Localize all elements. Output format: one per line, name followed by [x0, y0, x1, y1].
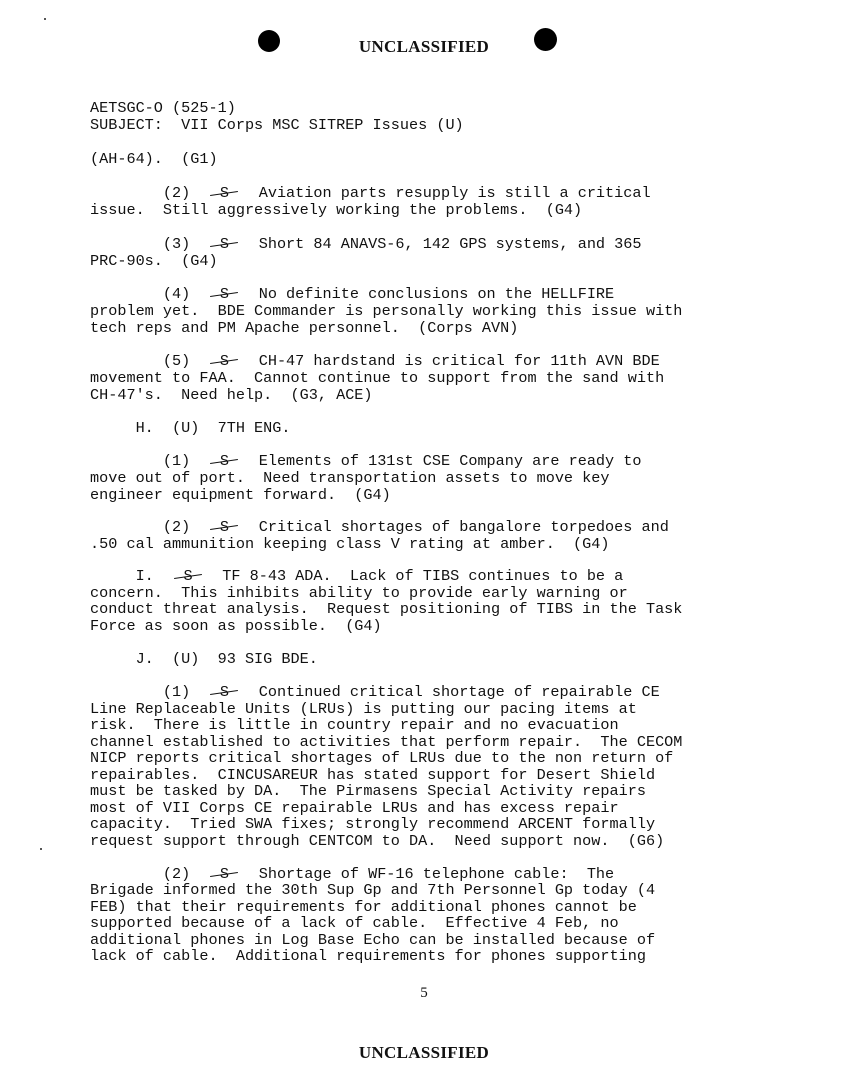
paragraph-line: (2) S Aviation parts resupply is still a critical	[90, 184, 651, 202]
paragraph-line: I. S TF 8-43 ADA. Lack of TIBS continues to be a	[90, 567, 624, 585]
struck-classification-mark: S	[208, 684, 240, 700]
paragraph-line: Force as soon as possible. (G4)	[90, 617, 382, 635]
memo-subject: SUBJECT: VII Corps MSC SITREP Issues (U)	[90, 116, 464, 134]
classification-banner-bottom: UNCLASSIFIED	[358, 1043, 490, 1062]
section-heading-j: J. (U) 93 SIG BDE.	[90, 650, 318, 668]
paragraph-line: conduct threat analysis. Request positioning of TIBS in the Task	[90, 600, 683, 618]
memo-reference: AETSGC-O (525-1)	[90, 99, 236, 117]
paragraph-line: engineer equipment forward. (G4)	[90, 486, 391, 504]
paragraph-line: channel established to activities that perform repair. The CECOM	[90, 733, 683, 751]
struck-classification-mark: S	[208, 236, 240, 252]
page-number: 5	[420, 985, 428, 1001]
paragraph-line: (4) S No definite conclusions on the HELLFIRE	[90, 285, 615, 303]
struck-classification-mark: S	[208, 519, 240, 535]
scan-speck	[40, 848, 42, 850]
paragraph-line: (2) S Critical shortages of bangalore torpedoes and	[90, 518, 669, 536]
paragraph-line: move out of port. Need transportation assets to move key	[90, 469, 610, 487]
paragraph-line: FEB) that their requirements for additional phones cannot be	[90, 898, 637, 916]
paragraph-line: PRC-90s. (G4)	[90, 252, 218, 270]
paragraph-line: movement to FAA. Cannot continue to support from the sand with	[90, 369, 665, 387]
struck-classification-mark: S	[208, 353, 240, 369]
paragraph-line: capacity. Tried SWA fixes; strongly recommend ARCENT formally	[90, 815, 656, 833]
paragraph-line: Brigade informed the 30th Sup Gp and 7th Personnel Gp today (4	[90, 881, 656, 899]
paragraph-line: (1) S Continued critical shortage of repairable CE	[90, 683, 660, 701]
paragraph-line: most of VII Corps CE repairable LRUs and has excess repair	[90, 799, 619, 817]
paragraph-line: issue. Still aggressively working the problems. (G4)	[90, 201, 583, 219]
paragraph-line: .50 cal ammunition keeping class V rating at amber. (G4)	[90, 535, 610, 553]
paragraph-line: additional phones in Log Base Echo can be installed because of	[90, 931, 656, 949]
paragraph-line: supported because of a lack of cable. Effective 4 Feb, no	[90, 914, 619, 932]
paragraph-line: tech reps and PM Apache personnel. (Corps AVN)	[90, 319, 519, 337]
carryover-line: (AH-64). (G1)	[90, 150, 218, 168]
paragraph-line: (3) S Short 84 ANAVS-6, 142 GPS systems, and 365	[90, 235, 642, 253]
paragraph-line: problem yet. BDE Commander is personally working this issue with	[90, 302, 683, 320]
paragraph-line: repairables. CINCUSAREUR has stated support for Desert Shield	[90, 766, 656, 784]
struck-classification-mark: S	[208, 185, 240, 201]
struck-classification-mark: S	[208, 453, 240, 469]
paragraph-line: lack of cable. Additional requirements for phones supporting	[90, 947, 646, 965]
struck-classification-mark: S	[208, 866, 240, 882]
paragraph-line: Line Replaceable Units (LRUs) is putting our pacing items at	[90, 700, 637, 718]
paragraph-line: CH-47's. Need help. (G3, ACE)	[90, 386, 373, 404]
paragraph-line: must be tasked by DA. The Pirmasens Special Activity repairs	[90, 782, 646, 800]
paragraph-line: NICP reports critical shortages of LRUs due to the non return of	[90, 749, 674, 767]
classification-banner-top: UNCLASSIFIED	[358, 37, 490, 56]
paragraph-line: concern. This inhibits ability to provide early warning or	[90, 584, 628, 602]
paragraph-line: risk. There is little in country repair and no evacuation	[90, 716, 619, 734]
paragraph-line: (5) S CH-47 hardstand is critical for 11th AVN BDE	[90, 352, 660, 370]
scan-speck	[44, 18, 46, 20]
paragraph-line: request support through CENTCOM to DA. Need support now. (G6)	[90, 832, 665, 850]
struck-classification-mark: S	[172, 568, 204, 584]
paragraph-line: (2) S Shortage of WF-16 telephone cable: The	[90, 865, 615, 883]
section-heading-h: H. (U) 7TH ENG.	[90, 419, 291, 437]
paragraph-line: (1) S Elements of 131st CSE Company are ready to	[90, 452, 642, 470]
struck-classification-mark: S	[208, 286, 240, 302]
